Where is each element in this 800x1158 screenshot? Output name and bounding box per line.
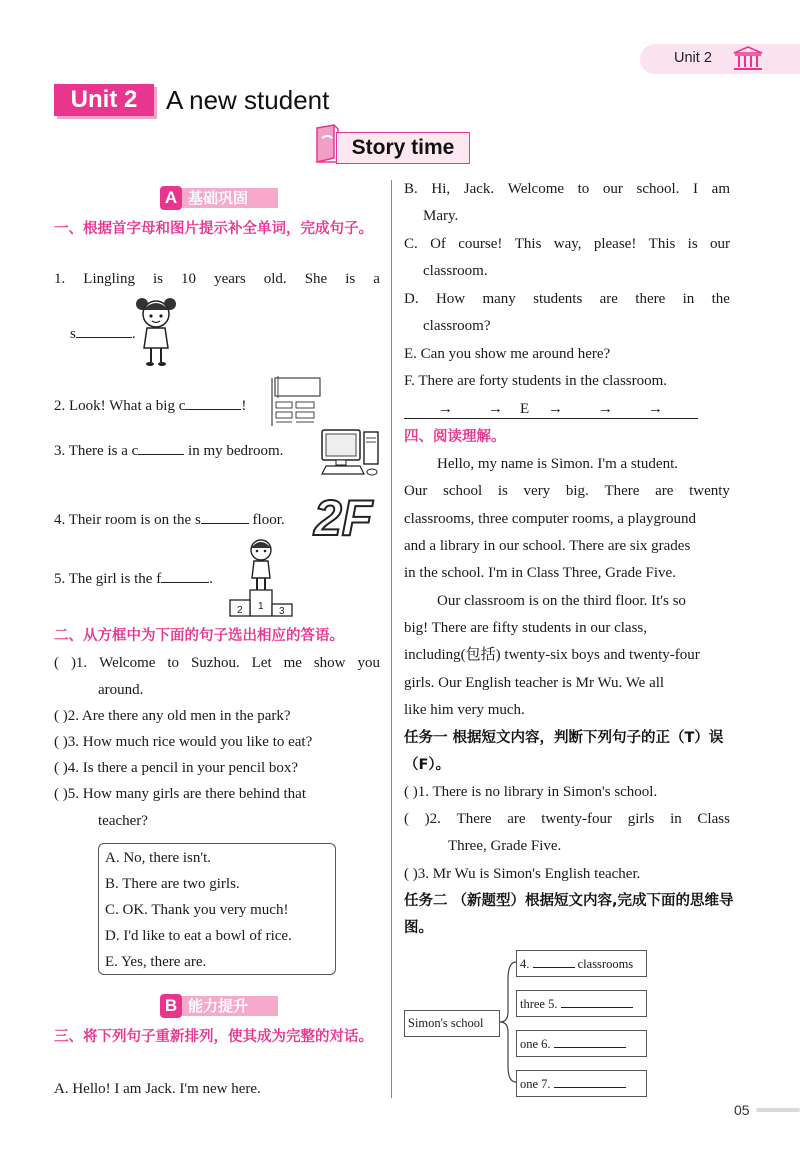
answer-blank[interactable]: [138, 440, 184, 455]
passage-p2-l4: girls. Our English teacher is Mr Wu. We all: [404, 675, 665, 691]
q3-sentence-b: B. Hi, Jack. Welcome to our school. I am: [404, 181, 730, 197]
task1-title: 任务一 根据短文内容，判断下列句子的正（T）误（F）。: [404, 730, 724, 773]
part-a-title: 基础巩固: [182, 188, 278, 208]
mindmap-branch-2: three 5.: [516, 990, 647, 1017]
option-c: C. OK. Thank you very much!: [105, 902, 289, 918]
sequence-arrow: →: [438, 401, 453, 417]
part-a-letter: A: [160, 186, 182, 210]
options-box: [98, 843, 336, 975]
answer-blank[interactable]: [161, 568, 209, 583]
mindmap-connector: [498, 960, 518, 1085]
sequence-arrow: →: [598, 401, 613, 417]
mindmap-branch-1: 4. classrooms: [516, 950, 647, 977]
answer-blank[interactable]: [185, 395, 241, 410]
task1-item-2: ( )2. There are twenty-four girls in Class: [404, 811, 730, 827]
unit-badge: Unit 2: [54, 84, 154, 116]
q2-item-4: ( )4. Is there a pencil in your pencil box?: [54, 760, 299, 776]
passage-p1-l3: classrooms, three computer rooms, a playground: [404, 511, 697, 527]
header-tab: [640, 44, 800, 74]
task1-item-2-cont: Three, Grade Five.: [448, 838, 562, 854]
q1-title: 一、根据首字母和图片提示补全单词，完成句子。: [54, 221, 373, 237]
sequence-arrow: →: [548, 401, 563, 417]
unit-title: A new student: [166, 85, 330, 115]
q2-item-5: ( )5. How many girls are there behind that: [54, 786, 307, 802]
passage-p2-l1: Our classroom is on the third floor. It's so: [437, 593, 686, 609]
building-icon: [733, 46, 763, 72]
q2-item-1-cont: around.: [98, 682, 144, 698]
header-unit-label: Unit 2: [674, 50, 712, 66]
task1-item-1: ( )1. There is no library in Simon's school.: [404, 784, 658, 800]
sequence-arrow: →: [648, 401, 663, 417]
answer-blank[interactable]: [533, 955, 575, 968]
q1-item-1: 1. Lingling is 10 years old. She is a: [54, 271, 380, 287]
svg-text:2: 2: [237, 605, 243, 616]
passage-p1-l4: and a library in our school. There are six grades: [404, 538, 691, 554]
answer-blank[interactable]: [554, 1075, 626, 1088]
column-divider: [391, 180, 392, 1098]
answer-blank[interactable]: [201, 509, 249, 524]
q1-item-4: 4. Their room is on the s floor.: [54, 507, 285, 534]
answer-blank[interactable]: [554, 1035, 626, 1048]
mindmap-branch-4: one 7.: [516, 1070, 647, 1097]
q3-title: 三、将下列句子重新排列，使其成为完整的对话。: [54, 1029, 373, 1045]
option-d: D. I'd like to eat a bowl of rice.: [105, 928, 292, 944]
page-number: 05: [734, 1102, 750, 1118]
option-e: E. Yes, there are.: [105, 954, 207, 970]
passage-p1-l5: in the school. I'm in Class Three, Grade Five.: [404, 565, 676, 581]
mindmap-center: Simon's school: [404, 1010, 500, 1037]
q3-sentence-a: A. Hello! I am Jack. I'm new here.: [54, 1081, 261, 1097]
floor-2f-icon: 2F: [314, 490, 373, 546]
q3-sentence-d: D. How many students are there in the: [404, 291, 730, 307]
passage-p1-l1: Hello, my name is Simon. I'm a student.: [437, 456, 679, 472]
q2-item-5-cont: teacher?: [98, 813, 148, 829]
q3-sentence-d-cont: classroom?: [423, 318, 491, 334]
q3-sentence-e: E. Can you show me around here?: [404, 346, 611, 362]
q3-sentence-b-cont: Mary.: [423, 208, 459, 224]
task2-title: 任务二 （新题型）根据短文内容,完成下面的思维导图。: [404, 893, 734, 936]
passage-p2-l3: including(包括) twenty-six boys and twenty-four: [404, 647, 700, 663]
classroom-illustration: [270, 376, 324, 428]
story-time-label: Story time: [336, 132, 470, 164]
q2-title: 二、从方框中为下面的句子选出相应的答语。: [54, 628, 344, 644]
task1-item-3: ( )3. Mr Wu is Simon's English teacher.: [404, 866, 641, 882]
q2-item-1: ( )1. Welcome to Suzhou. Let me show you: [54, 655, 380, 671]
mindmap-branch-3: one 6.: [516, 1030, 647, 1057]
part-a-header: [160, 186, 280, 210]
girl-illustration: [135, 292, 177, 368]
q4-title: 四、阅读理解。: [404, 429, 506, 445]
sequence-arrow: →: [488, 401, 503, 417]
q3-sentence-c-cont: classroom.: [423, 263, 488, 279]
part-b-letter: B: [160, 994, 182, 1018]
q3-answer-sequence: [404, 396, 698, 419]
answer-blank[interactable]: [561, 995, 633, 1008]
q3-sentence-f: F. There are forty students in the classroom.: [404, 373, 668, 389]
passage-p2-l5: like him very much.: [404, 702, 525, 718]
page-number-bar: [756, 1108, 800, 1112]
podium-girl-illustration: [228, 538, 294, 618]
answer-blank[interactable]: [76, 323, 132, 338]
svg-text:3: 3: [279, 606, 285, 617]
q2-item-2: ( )2. Are there any old men in the park?: [54, 708, 291, 724]
option-a: A. No, there isn't.: [105, 850, 212, 866]
computer-illustration: [320, 428, 382, 478]
svg-text:1: 1: [258, 601, 264, 612]
q3-sentence-c: C. Of course! This way, please! This is our: [404, 236, 730, 252]
q1-item-2: 2. Look! What a big c !: [54, 393, 246, 420]
part-b-title: 能力提升: [182, 996, 278, 1016]
option-b: B. There are two girls.: [105, 876, 240, 892]
part-b-header: [160, 994, 280, 1018]
q1-item-1-answer: s .: [70, 321, 136, 348]
passage-p2-l2: big! There are fifty students in our class,: [404, 620, 647, 636]
q1-item-5: 5. The girl is the f .: [54, 566, 213, 593]
q2-item-3: ( )3. How much rice would you like to eat?: [54, 734, 313, 750]
sequence-given: E: [520, 401, 530, 417]
q1-item-3: 3. There is a c in my bedroom.: [54, 438, 283, 465]
passage-p1-l2: Our school is very big. There are twenty: [404, 483, 730, 499]
